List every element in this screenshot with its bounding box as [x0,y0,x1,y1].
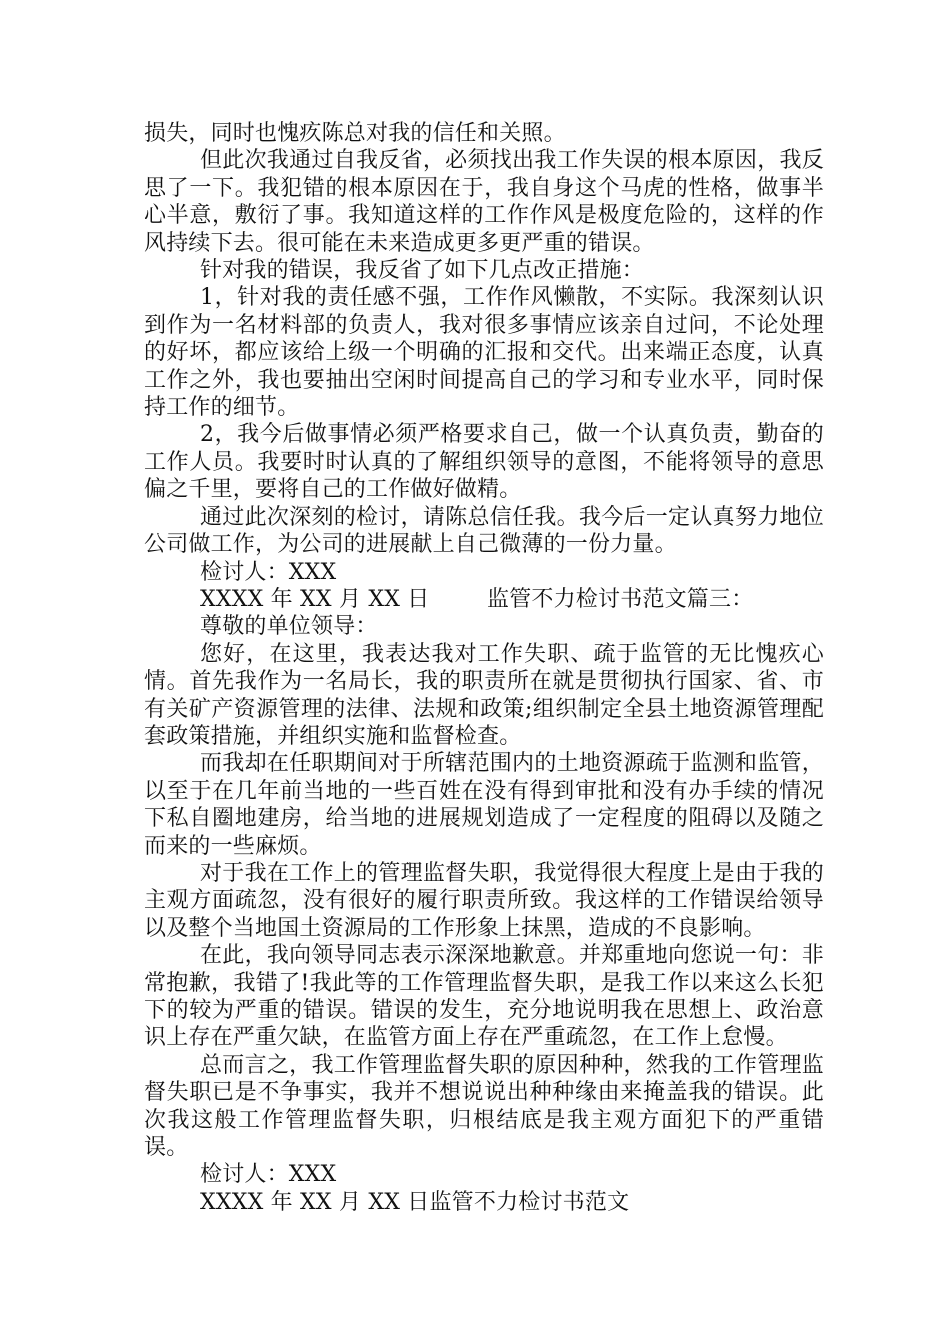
paragraph: 而我却在任职期间对于所辖范围内的土地资源疏于监测和监管，以至于在几年前当地的一些百姓在没有得到审批和没有办手续的情况下私自圈地建房，给当地的进展规划造成了一定程度的阻碍以及随之而来的一些麻烦。 [144,751,824,859]
date-heading-line: XXXX 年 XX 月 XX 日 监管不力检讨书范文篇三： [200,586,754,612]
paragraph: 在此，我向领导同志表示深深地歉意。并郑重地向您说一句：非常抱歉，我错了!我此等的工作管理监督失职，是我工作以来这么长犯下的较为严重的错误。错误的发生，充分地说明我在思想上、政治意识上存在严重欠缺，在监管方面上存在严重疏忽，在工作上怠慢。 [144,943,824,1051]
paragraph: 您好，在这里，我表达我对工作失职、疏于监管的无比愧疚心情。首先我作为一名局长，我的职责所在就是贯彻执行国家、省、市有关矿产资源管理的法律、法规和政策;组织制定全县土地资源管理配套政策措施，并组织实施和监督检查。 [144,641,824,749]
date-line: XXXX 年 XX 月 XX 日监管不力检讨书范文 [200,1189,630,1215]
paragraph: 针对我的错误，我反省了如下几点改正措施： [200,258,645,284]
paragraph: 1，针对我的责任感不强，工作作风懒散，不实际。我深刻认识到作为一名材料部的负责人，我对很多事情应该亲自过问，不论处理的好坏，都应该给上级一个明确的汇报和交代。出来端正态度，认真工作之外，我也要抽出空闲时间提高自己的学习和专业水平，同时保持工作的细节。 [144,285,824,421]
signature-line: 检讨人：XXX [200,559,337,585]
paragraph: 对于我在工作上的管理监督失职，我觉得很大程度上是由于我的主观方面疏忽，没有很好的履行职责所致。我这样的工作错误给领导以及整个当地国土资源局的工作形象上抹黑，造成的不良影响。 [144,860,824,941]
signature-line: 检讨人：XXX [200,1162,337,1188]
paragraph: 总而言之，我工作管理监督失职的原因种种，然我的工作管理监督失职已是不争事实，我并不想说说出种种缘由来掩盖我的错误。此次我这般工作管理监督失职，归根结底是我主观方面犯下的严重错误。 [144,1052,824,1161]
paragraph: 通过此次深刻的检讨，请陈总信任我。我今后一定认真努力地位公司做工作，为公司的进展献上自己微薄的一份力量。 [144,504,824,558]
paragraph: 但此次我通过自我反省，必须找出我工作失误的根本原因，我反思了一下。我犯错的根本原因在于，我自身这个马虎的性格，做事半心半意，敷衍了事。我知道这样的工作作风是极度危险的，这样的作风持续下去。很可能在未来造成更多更严重的错误。 [144,148,824,256]
paragraph: 损失，同时也愧疚陈总对我的信任和关照。 [144,121,566,146]
salutation: 尊敬的单位领导： [200,614,378,640]
paragraph: 2，我今后做事情必须严格要求自己，做一个认真负责，勤奋的工作人员。我要时时认真的了解组织领导的意图，不能将领导的意思偏之千里，要将自己的工作做好做精。 [144,422,824,503]
document-body [144,120,824,1216]
